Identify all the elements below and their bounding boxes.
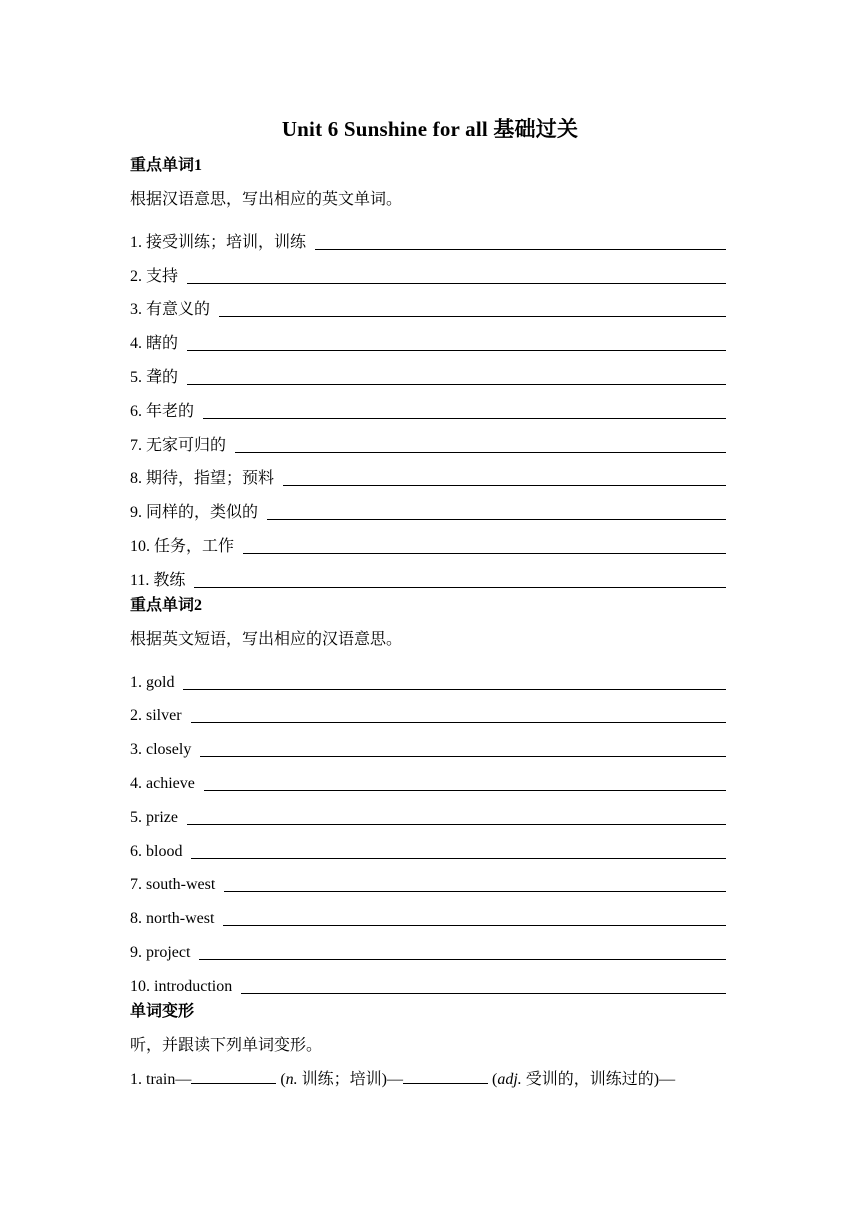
question-row <box>130 829 726 863</box>
section2-list <box>130 660 726 998</box>
answer-blank[interactable] <box>283 465 726 486</box>
question-row <box>130 694 726 728</box>
worksheet-content <box>130 152 726 1100</box>
question-label: 2. silver <box>130 707 182 725</box>
question-label: 7. south-west <box>130 876 216 894</box>
inflection-pos-1: n. <box>285 1070 298 1088</box>
answer-blank[interactable] <box>224 871 726 892</box>
question-label: 7. 无家可归的 <box>130 436 227 454</box>
inflection-gloss-2: 受训的，训练过的)— <box>521 1070 676 1088</box>
question-label: 10. 任务，工作 <box>130 537 235 555</box>
question-row <box>130 355 726 389</box>
question-row <box>130 863 726 897</box>
question-row <box>130 389 726 423</box>
question-label: 5. 聋的 <box>130 368 179 386</box>
answer-blank[interactable] <box>187 804 726 825</box>
question-row <box>130 558 726 592</box>
question-row <box>130 321 726 355</box>
question-row <box>130 761 726 795</box>
question-label: 9. project <box>130 943 191 961</box>
question-row <box>130 457 726 491</box>
question-row <box>130 660 726 694</box>
question-label: 3. 有意义的 <box>130 301 211 319</box>
section3-instruction: 听，并跟读下列单词变形。 <box>130 1036 323 1054</box>
answer-blank[interactable] <box>315 229 726 250</box>
question-label: 3. closely <box>130 741 192 759</box>
answer-blank[interactable] <box>194 567 726 588</box>
inflection-pos-2: adj. <box>497 1070 522 1088</box>
inflection-gloss-1: 训练；培训)— <box>297 1070 403 1088</box>
answer-blank[interactable] <box>219 296 726 317</box>
section2-heading: 重点单词2 <box>130 596 203 614</box>
section1-list <box>130 220 726 592</box>
question-row <box>130 423 726 457</box>
answer-blank[interactable] <box>235 432 726 453</box>
inflection-blank-2[interactable] <box>403 1069 488 1084</box>
question-row <box>130 930 726 964</box>
answer-blank[interactable] <box>203 398 726 419</box>
question-row <box>130 896 726 930</box>
question-row <box>130 964 726 998</box>
answer-blank[interactable] <box>187 263 726 284</box>
inflection-blank-1[interactable] <box>191 1069 276 1084</box>
question-label: 10. introduction <box>130 977 233 995</box>
section1-instruction: 根据汉语意思，写出相应的英文单词。 <box>130 191 403 208</box>
question-label: 1. 接受训练；培训，训练 <box>130 233 307 251</box>
answer-blank[interactable] <box>243 533 726 554</box>
inflection-start: 1. train— <box>130 1070 192 1088</box>
answer-blank[interactable] <box>191 702 726 723</box>
question-label: 6. 年老的 <box>130 402 195 420</box>
answer-blank[interactable] <box>200 736 726 757</box>
question-row <box>130 490 726 524</box>
question-row <box>130 727 726 761</box>
answer-blank[interactable] <box>187 330 726 351</box>
answer-blank[interactable] <box>267 499 726 520</box>
question-label: 1. gold <box>130 673 175 691</box>
question-label: 6. blood <box>130 842 183 860</box>
answer-blank[interactable] <box>191 838 726 859</box>
answer-blank[interactable] <box>187 364 726 385</box>
answer-blank[interactable] <box>241 973 726 994</box>
question-label: 5. prize <box>130 808 178 826</box>
answer-blank[interactable] <box>199 939 726 960</box>
question-row <box>130 220 726 254</box>
question-label: 9. 同样的，类似的 <box>130 504 259 522</box>
question-label: 11. 教练 <box>130 571 186 589</box>
question-row <box>130 795 726 829</box>
question-label: 4. achieve <box>130 774 195 792</box>
section1-heading: 重点单词1 <box>130 157 203 174</box>
section3-heading: 单词变形 <box>130 1002 195 1020</box>
question-label: 4. 瞎的 <box>130 335 179 353</box>
question-label: 8. north-west <box>130 910 215 928</box>
answer-blank[interactable] <box>204 770 726 791</box>
question-row <box>130 524 726 558</box>
question-row <box>130 288 726 322</box>
question-label: 2. 支持 <box>130 267 179 285</box>
question-label: 8. 期待，指望；预料 <box>130 470 275 488</box>
section2-instruction: 根据英文短语，写出相应的汉语意思。 <box>130 630 403 648</box>
page-title: Unit 6 Sunshine for all 基础过关 <box>281 117 579 141</box>
inflection-line: 1. train— (n. 训练；培训)— (adj. 受训的，训练过的)— <box>130 1070 676 1088</box>
answer-blank[interactable] <box>223 905 726 926</box>
question-row <box>130 254 726 288</box>
answer-blank[interactable] <box>183 669 726 690</box>
